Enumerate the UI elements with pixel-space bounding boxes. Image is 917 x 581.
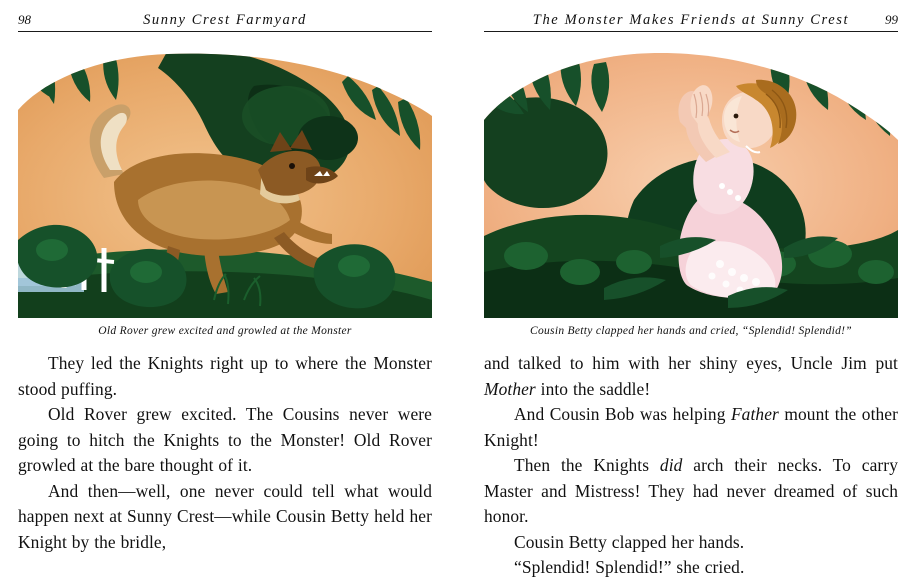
paragraph-text-b: And Cousin Bob was helping Father mount the other Knight! [484, 404, 899, 450]
left-head-rule [18, 31, 432, 32]
left-illustration-caption: Old Rover grew excited and growled at the Monster [98, 325, 352, 337]
left-folio: 98 [18, 12, 31, 27]
paragraph [484, 453, 898, 530]
girl-clapping-hands-art [484, 50, 898, 318]
left-running-head-title: Sunny Crest Farmyard [143, 12, 307, 28]
paragraph: Cousin Betty clapped her hands. [514, 531, 745, 552]
right-body-text [484, 351, 898, 581]
paragraph-text-c: Then the Knights did arch their necks. To carry Master and Mistress! They had never dreamed of such honor. [484, 455, 898, 526]
right-page [458, 0, 916, 577]
right-illustration-caption: Cousin Betty clapped her hands and cried, “Splendid! Splendid!” [529, 325, 852, 337]
paragraph: And then—well, one never could tell what would happen next at Sunny Crest—while Cousin Betty held her Knight by the bridle, [18, 480, 432, 552]
right-head-rule [484, 31, 898, 32]
right-folio: 99 [885, 12, 898, 27]
paragraph-text-a: and talked to him with her shiny eyes, Uncle Jim put Mother into the saddle! [484, 353, 898, 399]
right-running-head [484, 0, 898, 34]
left-running-head [18, 0, 432, 34]
paragraph: “Splendid! Splendid!” she cried. [514, 557, 745, 577]
right-illustration-frame [484, 50, 898, 318]
left-illustration [18, 50, 432, 318]
left-illustration-frame [18, 50, 432, 318]
paragraph: They led the Knights right up to where the Monster stood puffing. [18, 353, 432, 399]
left-page [0, 0, 458, 567]
paragraph [484, 351, 898, 402]
left-body-text [18, 351, 432, 555]
right-running-head-title: The Monster Makes Friends at Sunny Crest [532, 12, 850, 28]
dog-growling-at-monster-art [18, 50, 432, 318]
right-illustration [484, 50, 898, 318]
paragraph [484, 402, 898, 453]
paragraph: Old Rover grew excited. The Cousins never were going to hitch the Knights to the Monster! Old Rover growled at the bare thought of it. [18, 404, 432, 475]
